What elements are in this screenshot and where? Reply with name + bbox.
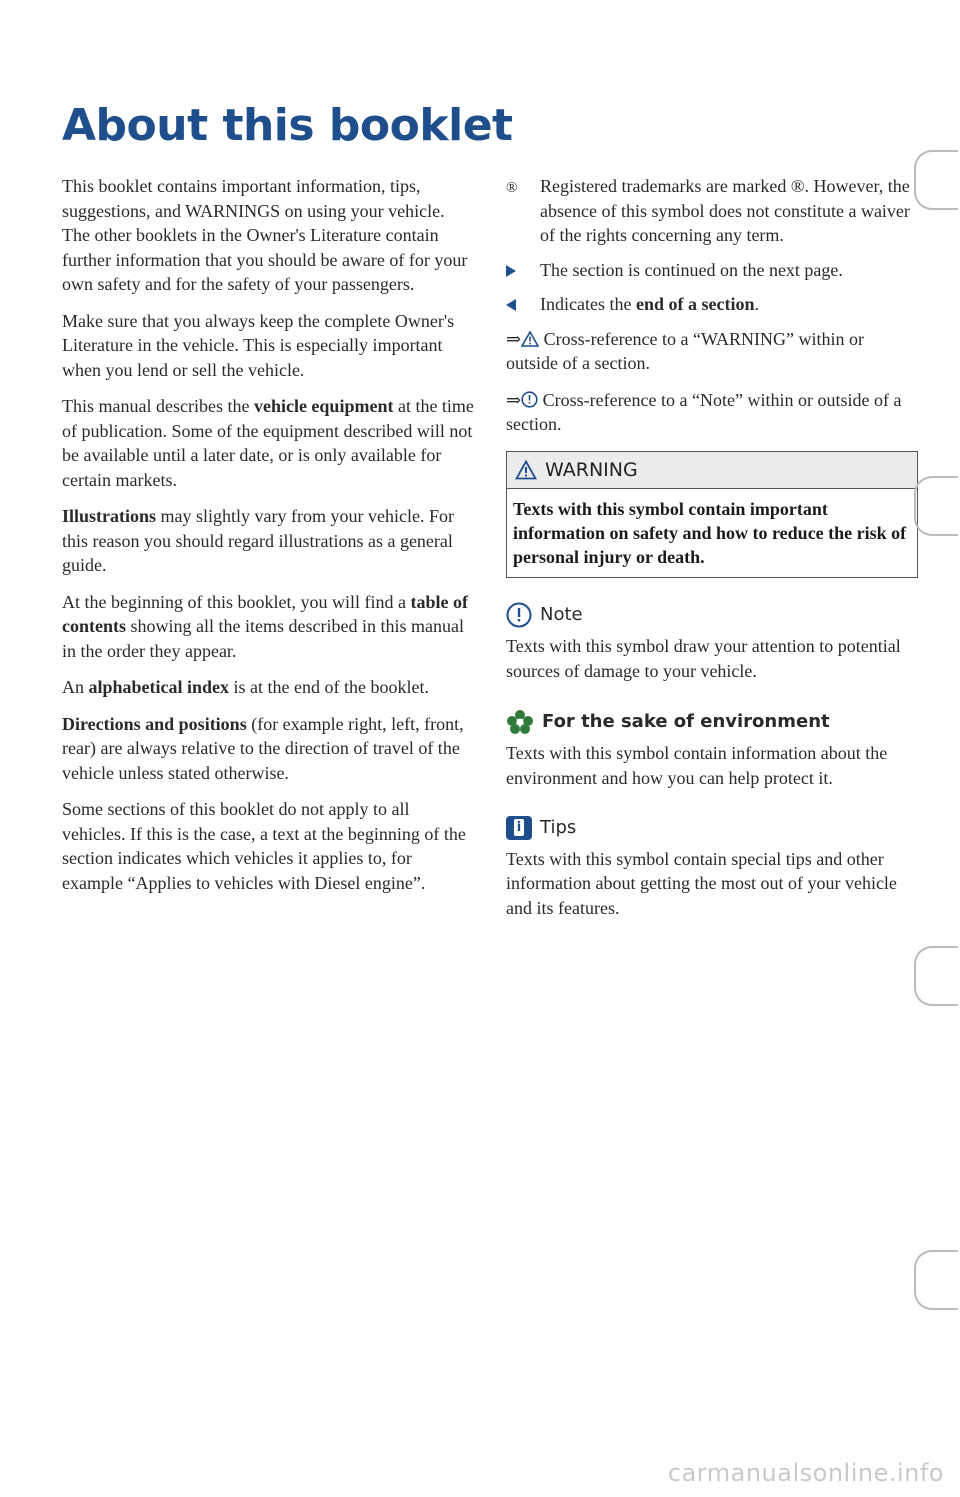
environment-label: For the sake of environment: [542, 710, 830, 732]
note-block: [506, 602, 918, 683]
cross-reference-arrow-icon: ⇒: [506, 389, 522, 410]
tips-block: [506, 816, 918, 920]
note-label: Note: [540, 603, 583, 625]
registered-trademark-row: [506, 174, 918, 248]
note-body: Texts with this symbol draw your attention to potential sources of damage to your vehicle.: [506, 636, 901, 681]
edge-tab: [914, 1250, 958, 1310]
tips-label: Tips: [540, 817, 577, 838]
warning-body: Texts with this symbol contain important information on safety and how to reduce the risk of personal injury or death.: [513, 499, 907, 567]
end-of-section-row: Indicates the end of a section.: [506, 292, 918, 317]
warning-header: [507, 452, 917, 490]
table-of-contents-paragraph: At the beginning of this booklet, you will find a table of contents showing all the items described in this manual in the order they appear.: [62, 591, 468, 661]
tips-info-icon: i: [506, 816, 532, 840]
intro-paragraph: This booklet contains important information, tips, suggestions, and WARNINGS on using your vehicle. The other booklets in the Owner's Literature contain further information that you should be aware of for your own safety and for the safety of your passengers.: [62, 176, 468, 294]
cross-reference-arrow-icon: ⇒: [506, 328, 522, 349]
environment-body: Texts with this symbol contain information about the environment and how you can help protect it.: [506, 743, 888, 788]
note-circle-icon: [506, 602, 532, 628]
right-column: [506, 174, 918, 946]
watermark: carmanualsonline.info: [667, 1459, 944, 1487]
applies-to-paragraph: Some sections of this booklet do not apply to all vehicles. If this is the case, a text at the beginning of the section indicates which vehicles it applies to, for example “Applies to vehicles with Diesel engine”.: [62, 799, 466, 893]
illustrations-paragraph: Illustrations may slightly vary from your vehicle. For this reason you should regard illustrations as a general guide.: [62, 506, 454, 575]
edge-tab: [914, 476, 958, 536]
note-cross-reference: ⇒ Cross-reference to a “Note” within or outside of a section.: [506, 389, 902, 434]
continue-arrow-icon: [506, 265, 516, 277]
warning-cross-reference: ⇒ Cross-reference to a “WARNING” within or outside of a section.: [506, 328, 864, 373]
continued-row: [506, 258, 918, 283]
environment-block: [506, 709, 918, 790]
tips-body: Texts with this symbol contain special tips and other information about getting the most out of your vehicle and its features.: [506, 848, 897, 918]
edge-tab: [914, 946, 958, 1006]
registered-trademark-text: Registered trademarks are marked ®. However, the absence of this symbol does not constitute a waiver of the rights concerning any term.: [540, 176, 910, 245]
end-arrow-icon: [506, 299, 516, 311]
keep-literature-paragraph: Make sure that you always keep the complete Owner's Literature in the vehicle. This is especially important when you lend or sell the vehicle.: [62, 310, 455, 380]
note-circle-icon: [521, 391, 538, 408]
page-title: About this booklet: [62, 100, 513, 151]
warning-box: [506, 451, 918, 579]
environment-flower-icon: [506, 709, 534, 735]
continued-text: The section is continued on the next page.: [540, 259, 843, 280]
registered-icon: ®: [506, 180, 518, 196]
edge-tab: [914, 150, 958, 210]
alphabetical-index-paragraph: An alphabetical index is at the end of the booklet.: [62, 677, 429, 697]
warning-triangle-icon: [521, 331, 539, 347]
left-column: [62, 174, 474, 907]
warning-triangle-icon: [515, 460, 537, 480]
directions-paragraph: Directions and positions (for example right, left, front, rear) are always relative to the direction of travel of the vehicle unless stated otherwise.: [62, 713, 464, 783]
vehicle-equipment-paragraph: This manual describes the vehicle equipment at the time of publication. Some of the equipment described will not be available until a later date, or is only available for certain markets.: [62, 396, 474, 490]
warning-label: WARNING: [545, 458, 638, 481]
